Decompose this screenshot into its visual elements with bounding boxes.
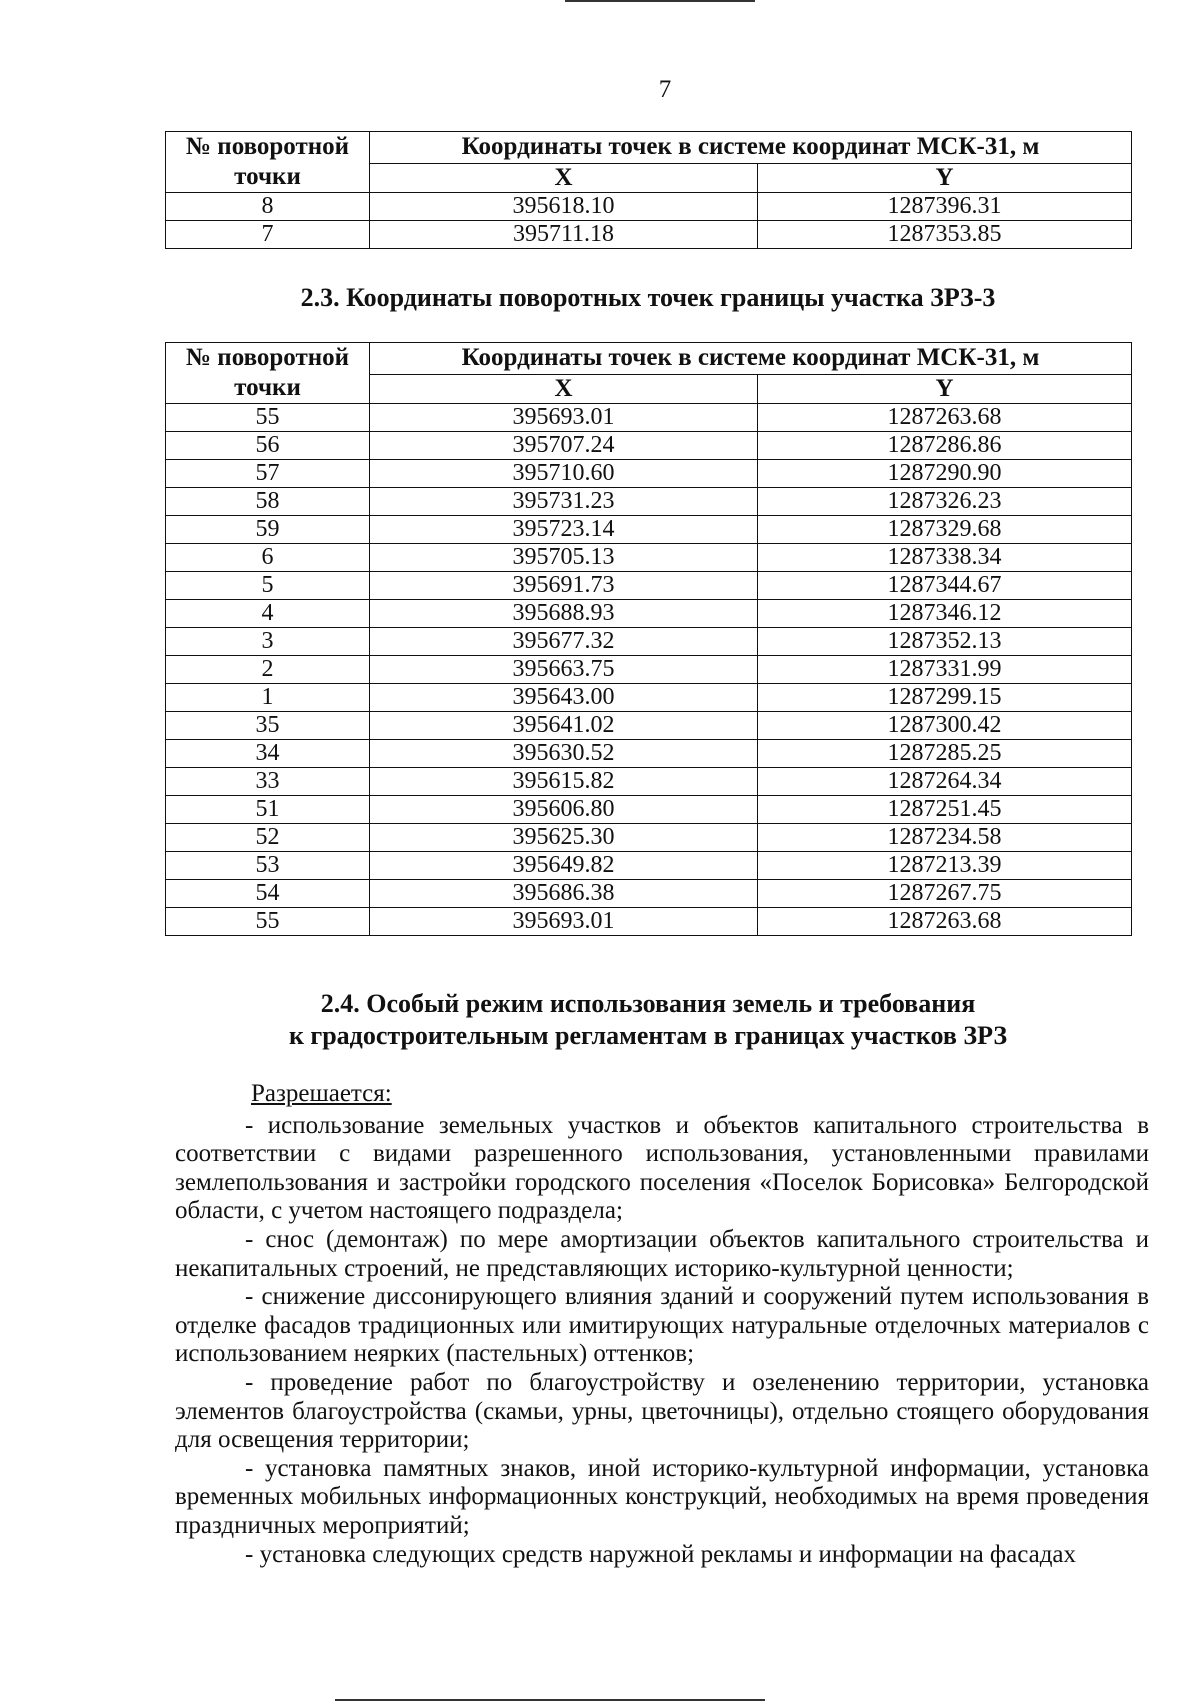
y-cell: 1287290.90 [758, 460, 1132, 488]
point-number-cell: 6 [166, 544, 370, 572]
x-cell: 395606.80 [370, 796, 758, 824]
y-cell: 1287300.42 [758, 712, 1132, 740]
point-number-cell: 58 [166, 488, 370, 516]
section-2-4-title-line2: к градостроительным регламентам в границах участков ЗРЗ [288, 1021, 1008, 1050]
point-number-cell: 56 [166, 432, 370, 460]
regulation-paragraph: - установка памятных знаков, иной историко-культурной информации, установка временных мобильных информационных конструкций, необходимых на время проведения праздничных мероприятий; [175, 1454, 1149, 1539]
coords-table-2-body [166, 404, 1132, 936]
regulation-paragraph: - использование земельных участков и объектов капитального строительства в соответствии с видами разрешенного использования, установленными правилами землепользования и застройки городского поселения «Поселок Борисовка» Белгородской области, с учетом настоящего подраздела; [175, 1111, 1149, 1225]
table-row [166, 600, 1132, 628]
table-row [166, 221, 1132, 249]
table-row [166, 908, 1132, 936]
x-cell: 395710.60 [370, 460, 758, 488]
regulation-paragraph: - проведение работ по благоустройству и озеленению территории, установка элементов благоустройства (скамьи, урны, цветочницы), отдельно стоящего оборудования для освещения территории; [175, 1368, 1149, 1454]
y-cell: 1287346.12 [758, 600, 1132, 628]
table-row [166, 516, 1132, 544]
y-cell: 1287263.68 [758, 404, 1132, 432]
point-number-cell: 55 [166, 404, 370, 432]
page-number: 7 [658, 76, 672, 103]
table-row [166, 852, 1132, 880]
table-row [166, 880, 1132, 908]
table-row [166, 572, 1132, 600]
point-number-cell: 59 [166, 516, 370, 544]
y-cell: 1287396.31 [758, 193, 1132, 221]
point-number-cell: 52 [166, 824, 370, 852]
x-cell: 395707.24 [370, 432, 758, 460]
table-row [166, 404, 1132, 432]
coords-table-1 [165, 131, 1132, 249]
x-cell: 395705.13 [370, 544, 758, 572]
point-number-cell: 1 [166, 684, 370, 712]
x-cell: 395731.23 [370, 488, 758, 516]
scan-edge-bottom [335, 1699, 765, 1701]
x-cell: 395691.73 [370, 572, 758, 600]
regulations-body [175, 1080, 1149, 1569]
y-cell: 1287326.23 [758, 488, 1132, 516]
table-row [166, 488, 1132, 516]
point-number-cell: 2 [166, 656, 370, 684]
regulation-paragraph: - снижение диссонирующего влияния зданий и сооружений путем использования в отделке фасадов традиционных или имитирующих натуральные отделочных материалов с использованием неярких (пастельных) оттенков; [175, 1283, 1149, 1368]
table-row [166, 796, 1132, 824]
point-number-cell: 3 [166, 628, 370, 656]
header-y: Y [758, 374, 1132, 403]
table-row [166, 656, 1132, 684]
allowed-label: Разрешается: [251, 1080, 392, 1107]
point-number-cell: 5 [166, 572, 370, 600]
section-2-4-title [165, 988, 1131, 1052]
y-cell: 1287299.15 [758, 684, 1132, 712]
x-cell: 395686.38 [370, 880, 758, 908]
table-row [166, 712, 1132, 740]
point-number-cell: 57 [166, 460, 370, 488]
header-coordinates: Координаты точек в системе координат МСК-31, м [370, 132, 1132, 164]
x-cell: 395649.82 [370, 852, 758, 880]
regulation-paragraph: - снос (демонтаж) по мере амортизации объектов капитального строительства и некапитальных строений, не представляющих историко-культурной ценности; [175, 1225, 1149, 1282]
y-cell: 1287263.68 [758, 908, 1132, 936]
header-point-number: № поворотной точки [166, 132, 370, 193]
header-coordinates: Координаты точек в системе координат МСК-31, м [370, 343, 1132, 375]
header-x: X [370, 163, 758, 192]
y-cell: 1287352.13 [758, 628, 1132, 656]
y-cell: 1287267.75 [758, 880, 1132, 908]
x-cell: 395723.14 [370, 516, 758, 544]
table-row [166, 432, 1132, 460]
scan-edge-top [565, 0, 755, 2]
table-row [166, 544, 1132, 572]
header-y: Y [758, 163, 1132, 192]
x-cell: 395625.30 [370, 824, 758, 852]
table-row [166, 824, 1132, 852]
point-number-cell: 7 [166, 221, 370, 249]
x-cell: 395693.01 [370, 908, 758, 936]
x-cell: 395641.02 [370, 712, 758, 740]
x-cell: 395693.01 [370, 404, 758, 432]
y-cell: 1287353.85 [758, 221, 1132, 249]
table-row [166, 628, 1132, 656]
point-number-cell: 54 [166, 880, 370, 908]
y-cell: 1287331.99 [758, 656, 1132, 684]
y-cell: 1287286.86 [758, 432, 1132, 460]
x-cell: 395615.82 [370, 768, 758, 796]
y-cell: 1287213.39 [758, 852, 1132, 880]
x-cell: 395618.10 [370, 193, 758, 221]
header-x: X [370, 374, 758, 403]
x-cell: 395663.75 [370, 656, 758, 684]
table-row [166, 740, 1132, 768]
y-cell: 1287344.67 [758, 572, 1132, 600]
section-2-4-title-line1: 2.4. Особый режим использования земель и требования [320, 989, 976, 1018]
coords-table-1-body [166, 193, 1132, 249]
x-cell: 395711.18 [370, 221, 758, 249]
x-cell: 395630.52 [370, 740, 758, 768]
table-row [166, 684, 1132, 712]
header-point-number: № поворотной точки [166, 343, 370, 404]
x-cell: 395677.32 [370, 628, 758, 656]
y-cell: 1287251.45 [758, 796, 1132, 824]
point-number-cell: 55 [166, 908, 370, 936]
table-row [166, 768, 1132, 796]
table-row [166, 460, 1132, 488]
y-cell: 1287338.34 [758, 544, 1132, 572]
y-cell: 1287234.58 [758, 824, 1132, 852]
point-number-cell: 34 [166, 740, 370, 768]
point-number-cell: 8 [166, 193, 370, 221]
y-cell: 1287329.68 [758, 516, 1132, 544]
point-number-cell: 51 [166, 796, 370, 824]
x-cell: 395688.93 [370, 600, 758, 628]
x-cell: 395643.00 [370, 684, 758, 712]
point-number-cell: 33 [166, 768, 370, 796]
coords-table-2 [165, 342, 1132, 936]
point-number-cell: 4 [166, 600, 370, 628]
regulation-paragraph: - установка следующих средств наружной рекламы и информации на фасадах [245, 1540, 1077, 1568]
y-cell: 1287264.34 [758, 768, 1132, 796]
table-row [166, 193, 1132, 221]
point-number-cell: 35 [166, 712, 370, 740]
point-number-cell: 53 [166, 852, 370, 880]
section-2-3-title: 2.3. Координаты поворотных точек границы участка ЗРЗ-3 [300, 283, 996, 312]
y-cell: 1287285.25 [758, 740, 1132, 768]
